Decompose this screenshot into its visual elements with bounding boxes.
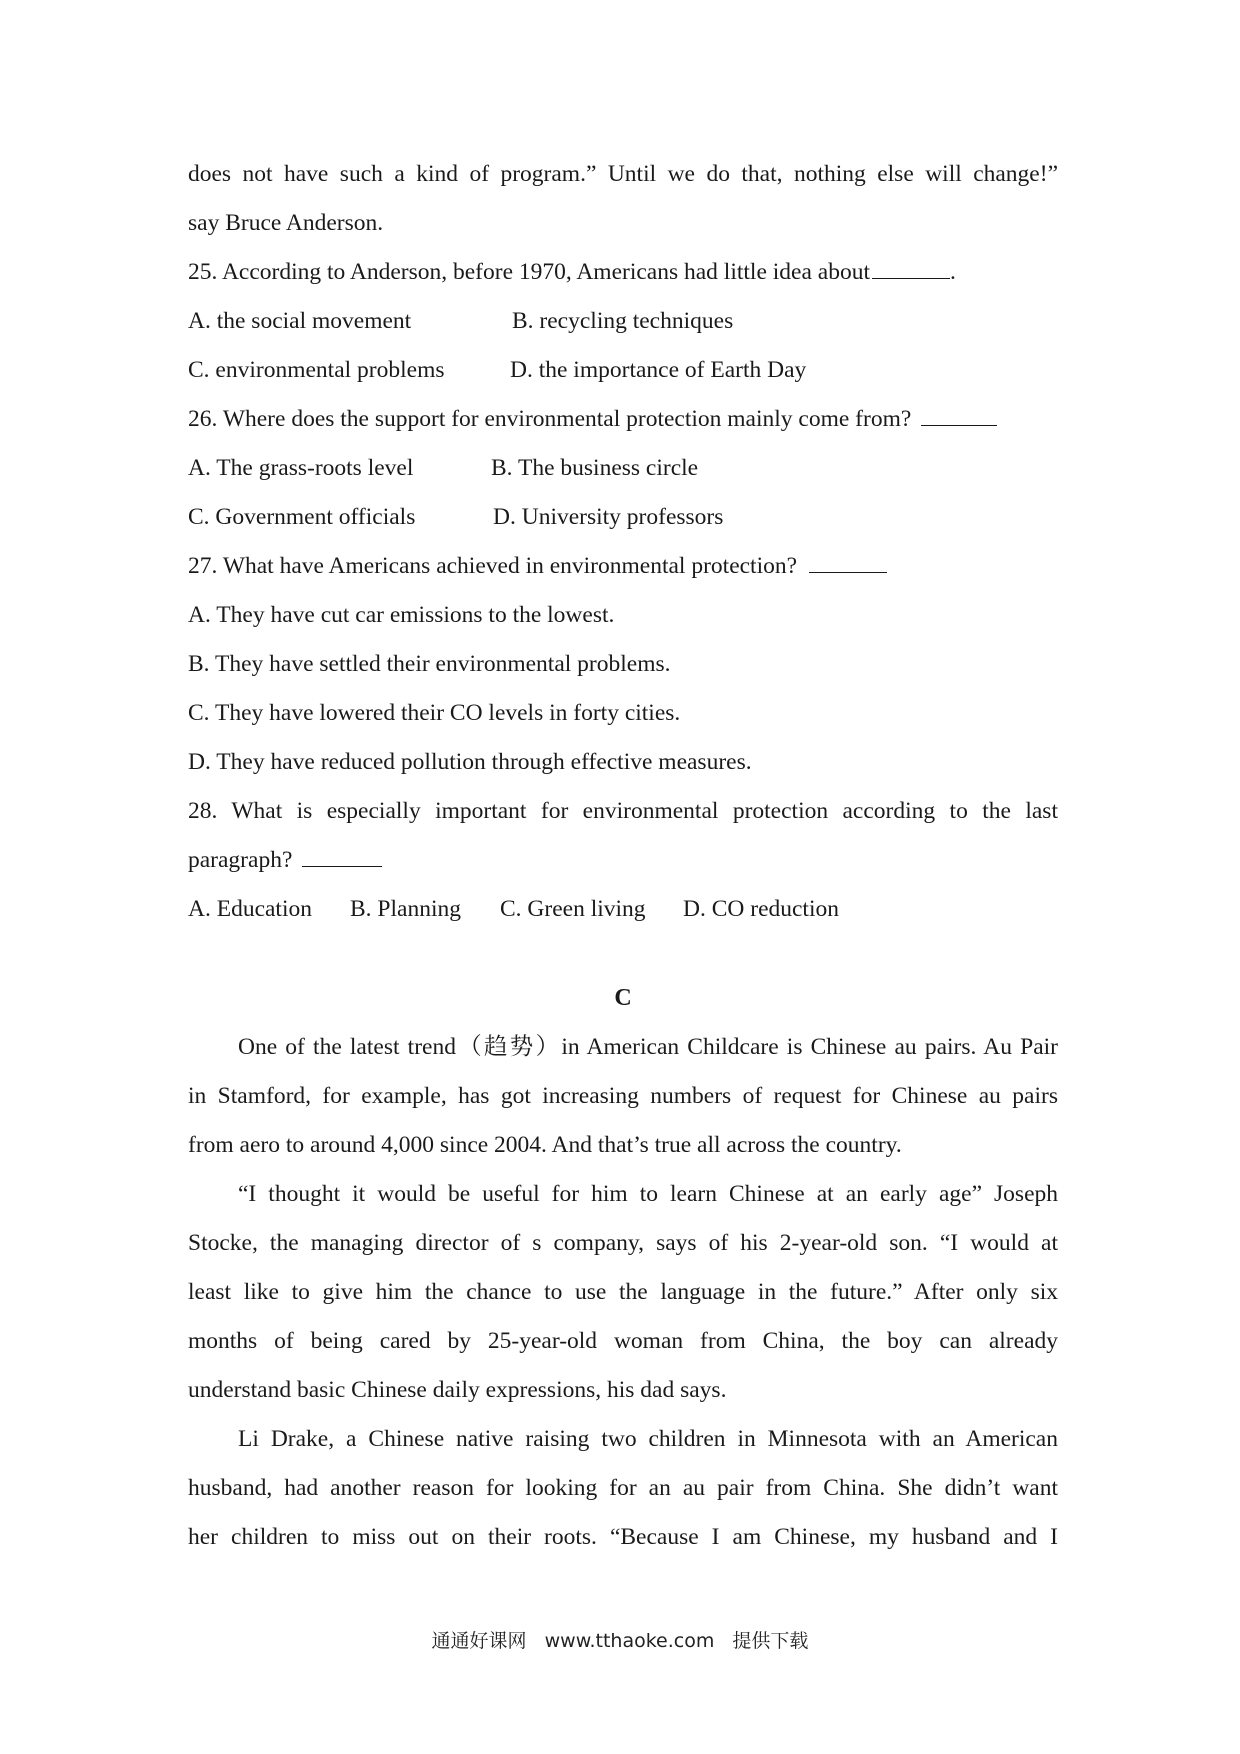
paragraph-line: understand basic Chinese daily expressions, his dad says. (188, 1377, 727, 1403)
option-a: A. Education (188, 896, 312, 922)
option-d: D. CO reduction (683, 896, 839, 922)
question-text: paragraph? (188, 847, 293, 873)
paragraph-line: in Stamford, for example, has got increasing numbers of request for Chinese au pairs (188, 1083, 1058, 1109)
paragraph-line: Li Drake, a Chinese native raising two children in Minnesota with an American (238, 1426, 1058, 1452)
option-a: A. They have cut car emissions to the lowest. (188, 602, 615, 628)
answer-blank (872, 254, 950, 279)
option-c: C. environmental problems (188, 357, 445, 383)
paragraph-line: her children to miss out on their roots. “Because I am Chinese, my husband and I (188, 1524, 1058, 1550)
text-line: say Bruce Anderson. (188, 210, 384, 236)
question-28-stem: 28. What is especially important for environmental protection according to the last (188, 798, 1058, 824)
question-text: 25. According to Anderson, before 1970, Americans had little idea about (188, 259, 870, 285)
paragraph-line: husband, had another reason for looking for an au pair from China. She didn’t want (188, 1475, 1058, 1501)
paragraph-line: One of the latest trend（趋势）in American Childcare is Chinese au pairs. Au Pair (238, 1034, 1058, 1060)
options-row (188, 297, 1058, 346)
options-row (188, 493, 1058, 542)
paragraph-line: least like to give him the chance to use the language in the future.” After only six (188, 1279, 1058, 1305)
option-b: B. Planning (350, 896, 461, 922)
answer-blank (921, 401, 997, 426)
question-25-stem (188, 248, 1058, 297)
options-row (188, 346, 1058, 395)
question-text: 26. Where does the support for environmental protection mainly come from? (188, 406, 912, 432)
option-a: A. the social movement (188, 308, 412, 334)
option-b: B. They have settled their environmental problems. (188, 651, 671, 677)
option-d: D. University professors (493, 504, 724, 530)
paragraph-line: Stocke, the managing director of s company, says of his 2-year-old son. “I would at (188, 1230, 1058, 1256)
text-line: does not have such a kind of program.” Until we do that, nothing else will change!” (188, 161, 1058, 187)
option-c: C. Government officials (188, 504, 416, 530)
question-26-stem (188, 395, 1058, 444)
options-row (188, 885, 1058, 934)
option-b: B. recycling techniques (512, 308, 734, 334)
question-text: 27. What have Americans achieved in environmental protection? (188, 553, 798, 579)
document-page (188, 150, 1058, 1562)
footer-site-name: 通通好课网 (431, 1630, 527, 1652)
option-d: D. They have reduced pollution through effective measures. (188, 749, 752, 775)
question-28-stem-cont (188, 836, 1058, 885)
section-title: C (614, 985, 632, 1011)
question-27-stem (188, 542, 1058, 591)
paragraph-line: months of being cared by 25-year-old woman from China, the boy can already (188, 1328, 1058, 1354)
option-d: D. the importance of Earth Day (510, 357, 807, 383)
paragraph-line: from aero to around 4,000 since 2004. And that’s true all across the country. (188, 1132, 902, 1158)
question-end: . (949, 259, 956, 285)
footer-note: 提供下载 (732, 1630, 809, 1652)
answer-blank (809, 548, 887, 573)
paragraph-line: “I thought it would be useful for him to learn Chinese at an early age” Joseph (238, 1181, 1058, 1207)
option-c: C. They have lowered their CO levels in forty cities. (188, 700, 681, 726)
option-b: B. The business circle (491, 455, 699, 481)
footer-url: www.tthaoke.com (544, 1630, 715, 1652)
answer-blank (302, 842, 382, 867)
options-row (188, 444, 1058, 493)
option-a: A. The grass-roots level (188, 455, 414, 481)
option-c: C. Green living (500, 896, 646, 922)
page-footer (0, 1626, 1240, 1653)
